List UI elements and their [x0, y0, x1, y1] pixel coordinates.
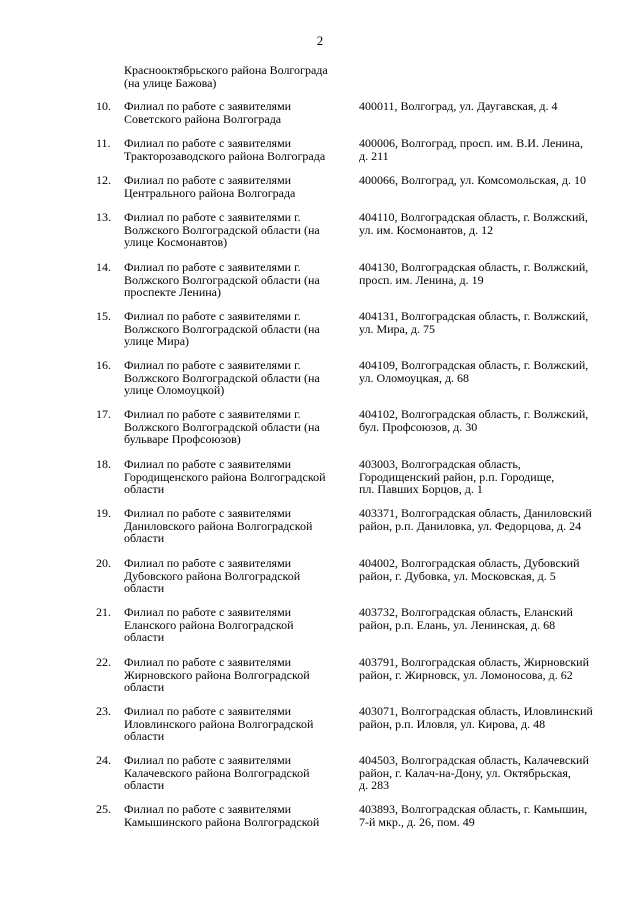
branch-address-line: Городищенский район, р.п. Городище, [359, 469, 555, 484]
branch-name-line: Краснооктябрьского района Волгограда [124, 63, 328, 77]
branch-address-line: 404130, Волгоградская область, г. Волжский, [359, 260, 589, 274]
branch-name [124, 211, 349, 249]
branch-address [359, 261, 617, 286]
branch-name-line: области [124, 778, 165, 792]
branch-name-line: бульваре Профсоюзов) [124, 432, 241, 446]
branch-address-line: 404109, Волгоградская область, г. Волжский, [359, 358, 589, 372]
branch-address [359, 557, 617, 582]
branch-name-line: Филиал по работе с заявителями г. [124, 309, 301, 323]
branch-address-line: район, г. Калач-на-Дону, ул. Октябрьская, [359, 765, 571, 780]
branch-name [124, 408, 349, 446]
row-number: 11. [96, 136, 111, 150]
branch-address [359, 606, 617, 631]
branch-address-line: ул. Оломоуцкая, д. 68 [359, 370, 470, 385]
branch-name-line: Филиал по работе с заявителями г. [124, 210, 301, 224]
branch-name-line: Волжского Волгоградской области (на [124, 370, 320, 385]
row-number: 25. [96, 802, 111, 816]
branch-name-line: области [124, 531, 165, 545]
branch-name-line: Дубовского района Волгоградской [124, 568, 301, 583]
branch-address [359, 211, 617, 236]
branch-address-line: 404131, Волгоградская область, г. Волжский, [359, 309, 589, 323]
branch-address [359, 408, 617, 433]
branch-name-line: Волжского Волгоградской области (на [124, 321, 320, 336]
branch-address [359, 174, 617, 187]
branch-name [124, 557, 349, 595]
branch-address [359, 656, 617, 681]
branch-address-line: 403732, Волгоградская область, Еланский [359, 605, 573, 619]
branch-address-line: район, г. Дубовка, ул. Московская, д. 5 [359, 568, 556, 583]
branch-name [124, 64, 349, 89]
branch-address-line: д. 211 [359, 148, 389, 163]
branch-name-line: Филиал по работе с заявителями г. [124, 358, 301, 372]
row-number: 16. [96, 358, 111, 372]
branch-address-line: 403003, Волгоградская область, [359, 457, 521, 471]
branch-name-line: Филиал по работе с заявителями г. [124, 407, 301, 421]
branch-name-line: Филиал по работе с заявителями [124, 655, 292, 669]
branch-name-line: области [124, 680, 165, 694]
branch-name-line: Филиал по работе с заявителями [124, 802, 292, 816]
branch-name-line: области [124, 630, 165, 644]
branch-address [359, 754, 617, 792]
branch-name-line: Филиал по работе с заявителями [124, 173, 292, 187]
branch-name [124, 100, 349, 125]
branch-name-line: Жирновского района Волгоградской [124, 667, 310, 682]
branch-address [359, 458, 617, 496]
branch-name [124, 754, 349, 792]
branch-name-line: Филиал по работе с заявителями [124, 704, 292, 718]
branch-name [124, 310, 349, 348]
branch-name-line: Филиал по работе с заявителями [124, 136, 292, 150]
row-number: 23. [96, 704, 111, 718]
branch-name-line: Волжского Волгоградской области (на [124, 419, 320, 434]
branch-name-line: улице Космонавтов) [124, 235, 228, 249]
branch-name [124, 656, 349, 694]
branch-name [124, 606, 349, 644]
branch-address-line: просп. им. Ленина, д. 19 [359, 272, 484, 287]
row-number: 10. [96, 99, 111, 113]
branch-name [124, 137, 349, 162]
branch-name-line: Филиал по работе с заявителями г. [124, 260, 301, 274]
branch-name-line: Центрального района Волгограда [124, 185, 296, 200]
branch-address-line: 403071, Волгоградская область, Иловлинский [359, 704, 593, 718]
row-number: 15. [96, 309, 111, 323]
branch-name-line: Камышинского района Волгоградской [124, 814, 320, 829]
branch-name-line: улице Оломоуцкой) [124, 383, 225, 397]
row-number: 20. [96, 556, 111, 570]
branch-name [124, 507, 349, 545]
branch-address-line: 404002, Волгоградская область, Дубовский [359, 556, 580, 570]
row-number: 21. [96, 605, 111, 619]
branch-address-line: д. 283 [359, 778, 390, 792]
branch-address-line: 404503, Волгоградская область, Калачевский [359, 753, 589, 767]
branch-address-line: район, г. Жирновск, ул. Ломоносова, д. 62 [359, 667, 573, 682]
branch-name-line: области [124, 581, 165, 595]
branch-address [359, 803, 617, 828]
branch-name-line: области [124, 482, 165, 496]
branch-name-line: области [124, 729, 165, 743]
branch-name [124, 261, 349, 299]
branch-name [124, 174, 349, 199]
branch-address-line: бул. Профсоюзов, д. 30 [359, 419, 478, 434]
branch-name-line: проспекте Ленина) [124, 285, 222, 299]
branch-name-line: Тракторозаводского района Волгограда [124, 148, 326, 163]
row-number: 19. [96, 506, 111, 520]
branch-address-line: район, р.п. Елань, ул. Ленинская, д. 68 [359, 617, 556, 632]
branch-name-line: Филиал по работе с заявителями [124, 605, 292, 619]
page-number: 2 [316, 33, 324, 48]
branch-address-line: район, р.п. Даниловка, ул. Федорцова, д. 24 [359, 518, 582, 533]
branch-name-line: Даниловского района Волгоградской [124, 518, 313, 533]
branch-address-line: пл. Павших Борцов, д. 1 [359, 482, 483, 496]
branch-name [124, 803, 349, 828]
branch-address [359, 100, 617, 113]
branch-address [359, 359, 617, 384]
branch-address [359, 137, 617, 162]
branch-name-line: Филиал по работе с заявителями [124, 506, 292, 520]
branch-name-line: (на улице Бажова) [124, 75, 217, 90]
branch-address-line: 7-й мкр., д. 26, пом. 49 [359, 814, 475, 829]
row-number: 13. [96, 210, 111, 224]
branch-address-line: 400066, Волгоград, ул. Комсомольская, д. 10 [359, 173, 586, 187]
branch-address-line: 404102, Волгоградская область, г. Волжский, [359, 407, 589, 421]
branch-name-line: Иловлинского района Волгоградской [124, 716, 314, 731]
row-number: 18. [96, 457, 111, 471]
branch-name-line: Филиал по работе с заявителями [124, 556, 292, 570]
row-number: 24. [96, 753, 111, 767]
row-number: 22. [96, 655, 111, 669]
branch-name-line: Филиал по работе с заявителями [124, 457, 292, 471]
branch-name-line: Еланского района Волгоградской [124, 617, 294, 632]
branch-address-line: 403791, Волгоградская область, Жирновский [359, 655, 589, 669]
branch-name [124, 359, 349, 397]
branch-name-line: Волжского Волгоградской области (на [124, 272, 320, 287]
branch-name-line: Калачевского района Волгоградской [124, 765, 310, 780]
branch-address-line: ул. Мира, д. 75 [359, 321, 435, 336]
branch-address-line: 403371, Волгоградская область, Даниловский [359, 506, 592, 520]
branch-address [359, 507, 617, 532]
branch-name [124, 458, 349, 496]
branch-name [124, 705, 349, 743]
branch-address-line: 400011, Волгоград, ул. Даугавская, д. 4 [359, 99, 558, 113]
row-number: 17. [96, 407, 111, 421]
branch-name-line: Волжского Волгоградской области (на [124, 222, 320, 237]
branch-name-line: улице Мира) [124, 334, 190, 348]
row-number: 14. [96, 260, 111, 274]
row-number: 12. [96, 173, 111, 187]
branch-name-line: Городищенского района Волгоградской [124, 469, 326, 484]
branch-name-line: Филиал по работе с заявителями [124, 99, 292, 113]
branch-address-line: 400006, Волгоград, просп. им. В.И. Ленина, [359, 136, 583, 150]
branch-name-line: Филиал по работе с заявителями [124, 753, 292, 767]
branch-address-line: 404110, Волгоградская область, г. Волжский, [359, 210, 588, 224]
branch-address-line: ул. им. Космонавтов, д. 12 [359, 222, 494, 237]
branch-address [359, 310, 617, 335]
branch-address [359, 705, 617, 730]
branch-address-line: район, р.п. Иловля, ул. Кирова, д. 48 [359, 716, 546, 731]
branch-address-line: 403893, Волгоградская область, г. Камышин, [359, 802, 588, 816]
branch-name-line: Советского района Волгограда [124, 111, 282, 126]
